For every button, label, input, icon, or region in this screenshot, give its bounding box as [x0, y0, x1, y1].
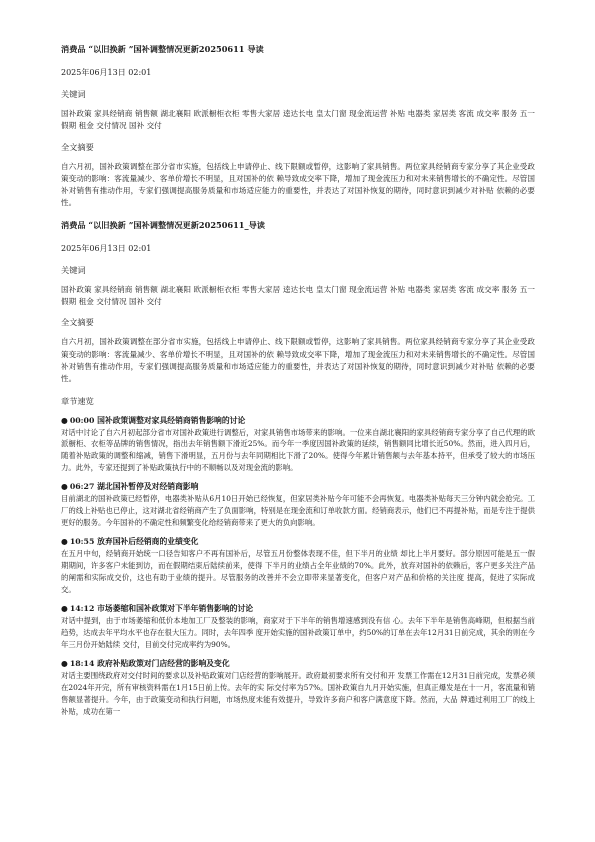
chapter-body: 对话主要围绕政府对交付时间的要求以及补贴政策对门店经营的影响展开。政府最初要求所有交付和开 发票工作需在12月31日前完成，发票必须在2024年开完，所有审核资料需在1月15日前上传。去年的实 际交付率为57%。国补政策自九月开始实施，但真正爆发是在十一月，客流量和销售额显著提升。今年，由于政策变动和执行问题，市场热度未能有效提升，导致许多商户和客户满意度下降。然而，大品 牌通过利用工厂的线上补贴，成功在第一	[61, 671, 535, 716]
chapter-body: 在五月中旬，经销商开始统一口径告知客户不再有国补后，尽管五月份整体表现不佳，但下半月的业绩 却比上半月要好。部分原因可能是五一假期期间，许多客户未能到访，而在假期结束后陆续前来，使得 下半月的业绩占全年业绩的70%。此外，放弃对国补的依赖后，客户更多关注产品的阐需和实际成交价，这也有助于业绩的提升。尽管服务的改善并不会立即带来显著变化，但客户对产品和价格的关注度 提高，促进了实际成交。	[61, 549, 535, 594]
keywords-heading: 关键词	[61, 264, 86, 275]
keywords-heading: 关键词	[61, 89, 86, 99]
doc-date: 2025年06月13日 02:01	[61, 243, 152, 253]
chapter-title: 18:14 政府补贴政策对门店经营的影响及变化	[69, 659, 230, 669]
chapter-body: 对话中提到，由于市场萎缩和低价本地加工厂及整装的影响，商家对于下半年的销售增速感到没有信 心。去年下半年是销售高峰期，但根据当前趋势，达成去年平均水平也存在很大压力。同时，去年四季 度开始实施的国补政策订单中，约50%的订单在去年12月31日前完成，其余的则在今年三月份开始陆续 交付，目前交付完成率约为90%。	[61, 616, 535, 649]
summary-text: 自六月初，国补政策调整在部分省市实施，包括线上申请停止、线下限额或暂停，这影响了家具销售。两位家具经销商专家分享了其企业受政策变动的影响：客流量减少、客单价增长不明显，且对国补的依 赖导致成交率下降，增加了现金流压力和对未来销售增长的不确定性。尽管国补对销售有推动作用，专家们强调提高服务质量和市场适应能力的重要性，并表达了对国补恢复的期待，同时意识到减少对补贴 依赖的必要性。	[61, 161, 536, 208]
summary-text: 自六月初，国补政策调整在部分省市实施，包括线上申请停止、线下限额或暂停，这影响了家具销售。两位家具经销商专家分享了其企业受政策变动的影响：客流量减少、客单价增长不明显，且对国补的依 赖导致成交率下降，增加了现金流压力和对未来销售增长的不确定性。尽管国补对销售有推动作用，专家们强调提高服务质量和市场适应能力的重要性，并表达了对国补恢复的期待，同时意识到减少对补贴 依赖的必要性。	[61, 337, 536, 384]
keywords-text: 国补政策 家具经销商 销售额 湖北襄阳 欧派橱柜衣柜 零售大家居 逵达长电 皇太门窗 现金流运营 补贴 电器类 家居类 客流 成交率 服务 五一假期 租金 交付情况 国补 交付	[61, 284, 535, 307]
chapter-title: 00:00 国补政策调整对家具经销商销售影响的讨论	[69, 415, 246, 425]
bullet-icon: ●	[61, 659, 68, 669]
chapter-item	[61, 603, 535, 650]
chapter-body: 目前湖北的国补政策已经暂停，电器类补贴从6月10日开始已经恢复，但家居类补贴今年可能不会再恢复。电器类补贴每天三分钟内就会抢完。工厂的线上补贴也已停止，这对湖北省经销商产生了负面影响，特别是在现金流和订单收款方面。经销商表示，他们已不再提补贴，而是专注于提供更好的服务。今年国补的不确定性和频繁变化给经销商带来了更大的负向影响。	[61, 494, 535, 527]
bullet-icon: ●	[61, 415, 68, 425]
doc-section	[61, 220, 535, 386]
chapter-title: 14:12 市场萎缩和国补政策对下半年销售影响的讨论	[69, 604, 254, 614]
chapter-item	[61, 481, 535, 528]
doc-date: 2025年06月13日 02:01	[61, 68, 152, 77]
chapter-item	[61, 536, 535, 595]
bullet-icon: ●	[61, 604, 68, 614]
bullet-icon: ●	[61, 537, 68, 547]
document-content	[61, 44, 535, 725]
keywords-text: 国补政策 家具经销商 销售额 湖北襄阳 欧派橱柜衣柜 零售大家居 逵达长电 皇太门窗 现金流运营 补贴 电器类 家居类 客流 成交率 服务 五一假期 租金 交付情况 国补 交付	[61, 109, 535, 131]
chapter-item	[61, 658, 535, 717]
summary-heading: 全文摘要	[61, 141, 94, 152]
bullet-icon: ●	[61, 482, 68, 492]
doc-title: 消费品 “以旧换新 ”国补调整情况更新20250611 导读	[61, 44, 264, 54]
chapter-title: 06:27 湖北国补暂停及对经销商影响	[69, 482, 199, 492]
chapter-title: 10:55 放弃国补后经销商的业绩变化	[69, 537, 199, 547]
summary-heading: 全文摘要	[61, 317, 94, 328]
chapter-item	[61, 415, 535, 474]
chapters-heading: 章节速览	[61, 395, 94, 406]
doc-title: 消费品 “以旧换新 ”国补调整情况更新20250611_导读	[61, 219, 265, 230]
chapter-body: 对话中讨论了自六月初起部分省市对国补政策进行调整后，对家具销售市场带来的影响。一位来自湖北襄阳的家具经销商专家分享了自己代理的欧派橱柜、衣柜等品牌的销售情况，指出去年销售额下滑近25%。而今年一季度因国补政策的延续，销售额同比增长近50%。然而，进入四月后，随着补贴政策的调整和缩减，销售下滑明显，五月份与去年同期相比下滑了20%。使得今年累计销售额与去年基本持平，但承受了较大的市场压力。此外，专家还提到了补贴政策执行中的不顺畅以及对现金流的影响。	[61, 427, 535, 472]
doc-section	[61, 44, 535, 210]
